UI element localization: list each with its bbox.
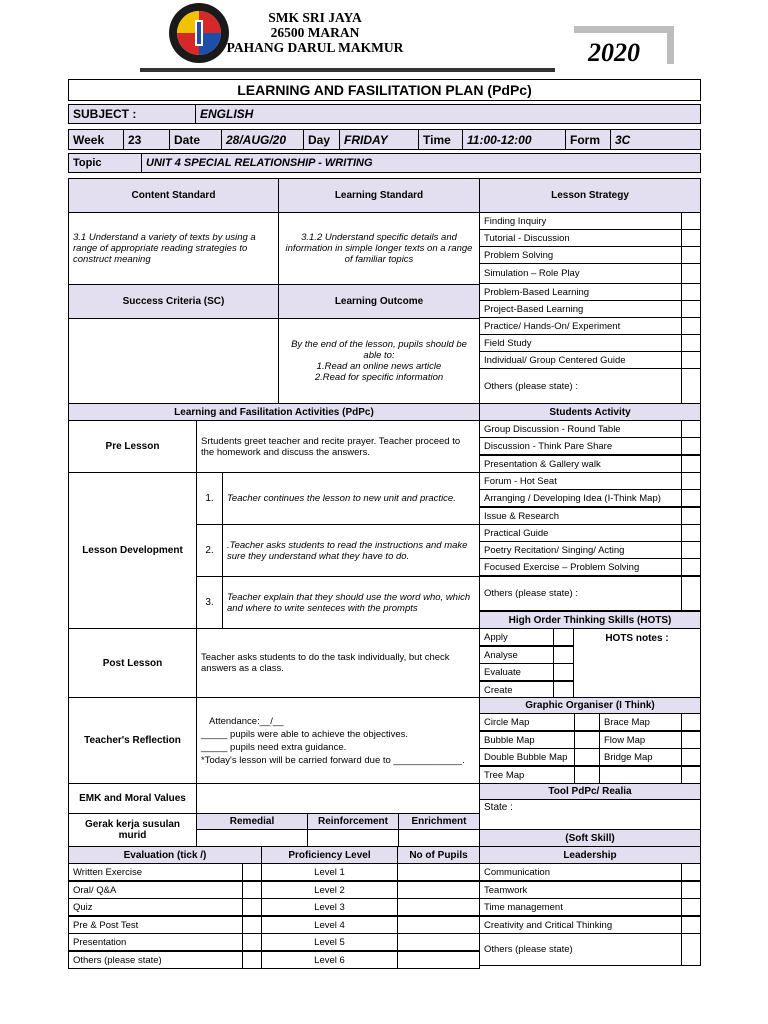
pupils-count-value[interactable] [397,933,480,951]
subject-value[interactable]: ENGLISH [195,104,701,124]
date-value[interactable]: 28/AUG/20 [221,129,304,150]
soft-skill-item-label: Others (please state) [479,933,682,966]
pre-lesson-text[interactable]: Srtudents greet teacher and recite prayer. Teacher proceed to the homework and discuss the answers. [196,420,480,473]
content-standard-text[interactable]: 3.1 Understand a variety of texts by using a range of appropriate reading strategies to construct meaning [68,212,279,285]
hots-item-label: Create [479,681,554,699]
post-lesson-label: Post Lesson [68,628,197,698]
graphic-left-tick[interactable] [574,766,600,784]
pupils-count-value[interactable] [397,951,480,969]
soft-skill-item-tick[interactable] [681,881,701,899]
topic-value[interactable]: UNIT 4 SPECIAL RELATIONSHIP - WRITING [141,153,701,173]
strategy-item-label: Problem Solving [479,246,682,264]
evaluation-item-tick[interactable] [242,898,262,916]
subject-label: SUBJECT : [68,104,196,124]
learning-standard-text[interactable]: 3.1.2 Understand specific details and information in simple longer texts on a range of familiar topics [278,212,480,285]
graphic-organiser-header: Graphic Organiser (I Think) [479,697,701,714]
soft-skill-item-tick[interactable] [681,863,701,881]
students-activity-item-tick[interactable] [681,472,701,490]
strategy-item-label: Individual/ Group Centered Guide [479,351,682,369]
graphic-left-tick[interactable] [574,731,600,749]
proficiency-level-label: Level 3 [261,898,398,916]
evaluation-item-label: Written Exercise [68,863,243,881]
learning-outcome-text[interactable] [278,318,480,404]
school-postcode: 26500 MARAN [270,25,360,40]
students-activity-item-label: Others (please state) : [479,576,682,611]
gerak-kerja-label: Gerak kerja susulan murid [68,813,197,847]
lo-item-2: 2.Read for specific information [314,372,444,383]
strategy-item-label: Project-Based Learning [479,300,682,318]
evaluation-item-tick[interactable] [242,933,262,951]
strategy-item-label: Finding Inquiry [479,212,682,230]
hots-header: High Order Thinking Skills (HOTS) [479,611,701,629]
tool-state-box[interactable] [479,799,701,830]
emk-label: EMK and Moral Values [68,783,197,814]
students-activity-item-label: Arranging / Developing Idea (I-Think Map) [479,489,682,507]
students-activity-item-tick[interactable] [681,541,701,559]
day-label: Day [303,129,340,150]
strategy-item-tick[interactable] [681,300,701,318]
year-label: 2020 [588,38,640,67]
hots-item-tick[interactable] [553,663,574,681]
reinforcement-value[interactable] [307,829,399,847]
soft-skill-item-label: Teamwork [479,881,682,899]
dev-step-2-text[interactable]: .Teacher asks students to read the instructions and make sure they understand what they have to do. [222,524,480,577]
evaluation-item-tick[interactable] [242,863,262,881]
evaluation-item-tick[interactable] [242,916,262,934]
pupils-count-value[interactable] [397,898,480,916]
proficiency-level-label: Level 2 [261,881,398,899]
hots-item-label: Apply [479,628,554,646]
graphic-left-item: Tree Map [479,766,575,784]
pupils-header: No of Pupils [397,846,480,864]
soft-skill-item-tick[interactable] [681,916,701,934]
reflection-label: Teacher's Reflection [68,697,197,784]
post-lesson-text[interactable]: Teacher asks students to do the task individually, but check answers as a class. [196,628,480,698]
tool-state-label: State : [484,802,513,813]
learning-outcome-header: Learning Outcome [278,284,480,319]
strategy-item-tick[interactable] [681,351,701,369]
hots-notes-box[interactable] [573,628,701,698]
graphic-right-item [599,766,682,784]
lo-item-1: 1.Read an online news article [316,361,442,372]
proficiency-level-label: Level 1 [261,863,398,881]
reflection-guidance: _____ pupils need extra guidance. [201,741,347,753]
lo-intro: By the end of the lesson, pupils should be able to: [291,339,467,361]
school-state: PAHANG DARUL MAKMUR [226,40,404,55]
graphic-right-item: Flow Map [599,731,682,749]
proficiency-level-label: Level 4 [261,916,398,934]
soft-skill-item-label: Time management [479,898,682,916]
soft-skill-item-tick[interactable] [681,933,701,966]
dev-step-3-number: 3. [196,576,223,629]
strategy-item-tick[interactable] [681,283,701,301]
reflection-carried: *Today's lesson will be carried forward due to _____________. [201,754,465,766]
proficiency-header: Proficiency Level [261,846,398,864]
school-header [215,10,415,55]
pupils-count-value[interactable] [397,863,480,881]
dev-step-2-number: 2. [196,524,223,577]
graphic-right-tick[interactable] [681,713,701,731]
students-activity-item-label: Group Discussion - Round Table [479,420,682,438]
students-activity-item-label: Practical Guide [479,524,682,542]
graphic-left-item: Circle Map [479,713,575,731]
strategy-item-label: Field Study [479,334,682,352]
day-value[interactable]: FRIDAY [339,129,419,150]
leadership-header: Leadership [479,846,701,864]
hots-item-tick[interactable] [553,646,574,664]
students-activity-item-tick[interactable] [681,455,701,473]
proficiency-level-label: Level 5 [261,933,398,951]
evaluation-item-label: Presentation [68,933,243,951]
emk-value[interactable] [196,783,480,814]
graphic-right-tick[interactable] [681,766,701,784]
tool-header: Tool PdPc/ Realia [479,783,701,800]
strategy-item-tick[interactable] [681,317,701,335]
students-activity-item-label: Poetry Recitation/ Singing/ Acting [479,541,682,559]
reinforcement-header: Reinforcement [307,813,399,830]
graphic-left-tick[interactable] [574,713,600,731]
week-value[interactable]: 23 [123,129,170,150]
header-rule [140,68,555,72]
pupils-count-value[interactable] [397,881,480,899]
dev-step-1-text[interactable]: Teacher continues the lesson to new unit and practice. [222,472,480,525]
strategy-item-label: Others (please state) : [479,368,682,404]
evaluation-item-label: Quiz [68,898,243,916]
topic-label: Topic [68,153,142,173]
remedial-value[interactable] [196,829,308,847]
date-label: Date [169,129,222,150]
graphic-right-item: Brace Map [599,713,682,731]
soft-skill-header: (Soft Skill) [479,829,701,847]
time-label: Time [418,129,463,150]
graphic-left-item: Bubble Map [479,731,575,749]
students-activity-item-tick[interactable] [681,489,701,507]
strategy-item-label: Practice/ Hands-On/ Experiment [479,317,682,335]
dev-step-3-text[interactable]: Teacher explain that they should use the word who, which and where to write senteces with the prompts [222,576,480,629]
pre-lesson-label: Pre Lesson [68,420,197,473]
reflection-attendance: Attendance:__/__ [209,715,284,727]
lesson-development-label: Lesson Development [68,472,197,629]
activities-header: Learning and Fasilitation Activities (PdPc) [68,403,480,421]
hots-item-label: Analyse [479,646,554,664]
evaluation-item-tick[interactable] [242,881,262,899]
students-activity-item-tick[interactable] [681,524,701,542]
hots-item-label: Evaluate [479,663,554,681]
form-value[interactable]: 3C [610,129,701,150]
strategy-item-tick[interactable] [681,263,701,284]
success-criteria-text[interactable] [68,318,279,404]
evaluation-header: Evaluation (tick /) [68,846,262,864]
graphic-left-tick[interactable] [574,748,600,766]
success-criteria-header: Success Criteria (SC) [68,284,279,319]
soft-skill-item-label: Creativity and Critical Thinking [479,916,682,934]
lesson-strategy-header: Lesson Strategy [479,178,701,213]
students-activity-item-tick[interactable] [681,576,701,611]
students-activity-item-tick[interactable] [681,437,701,455]
students-activity-header: Students Activity [479,403,701,421]
learning-standard-header: Learning Standard [278,178,480,213]
graphic-right-item: Bridge Map [599,748,682,766]
strategy-item-tick[interactable] [681,229,701,247]
graphic-right-tick[interactable] [681,748,701,766]
proficiency-level-label: Level 6 [261,951,398,969]
students-activity-item-tick[interactable] [681,558,701,576]
soft-skill-item-tick[interactable] [681,898,701,916]
hots-item-tick[interactable] [553,628,574,646]
time-value[interactable]: 11:00-12:00 [462,129,566,150]
strategy-item-label: Problem-Based Learning [479,283,682,301]
pupils-count-value[interactable] [397,916,480,934]
evaluation-item-label: Oral/ Q&A [68,881,243,899]
content-standard-header: Content Standard [68,178,279,213]
week-label: Week [68,129,124,150]
school-name: SMK SRI JAYA [268,10,362,25]
evaluation-item-label: Others (please state) [68,951,243,969]
strategy-item-label: Tutorial - Discussion [479,229,682,247]
students-activity-item-tick[interactable] [681,420,701,438]
soft-skill-item-label: Communication [479,863,682,881]
remedial-header: Remedial [196,813,308,830]
graphic-right-tick[interactable] [681,731,701,749]
form-label: Form [565,129,611,150]
evaluation-item-label: Pre & Post Test [68,916,243,934]
strategy-item-tick[interactable] [681,246,701,264]
strategy-item-tick[interactable] [681,334,701,352]
hots-notes-label: HOTS notes : [605,633,669,644]
graphic-left-item: Double Bubble Map [479,748,575,766]
strategy-item-tick[interactable] [681,368,701,404]
students-activity-item-tick[interactable] [681,507,701,525]
students-activity-item-label: Presentation & Gallery walk [479,455,682,473]
students-activity-item-label: Forum - Hot Seat [479,472,682,490]
strategy-item-tick[interactable] [681,212,701,230]
reflection-achieved: _____ pupils were able to achieve the objectives. [201,728,409,740]
dev-step-1-number: 1. [196,472,223,525]
evaluation-item-tick[interactable] [242,951,262,969]
form-title: LEARNING AND FASILITATION PLAN (PdPc) [68,79,701,101]
enrichment-header: Enrichment [398,813,480,830]
reflection-text[interactable] [196,697,480,784]
students-activity-item-label: Focused Exercise – Problem Solving [479,558,682,576]
enrichment-value[interactable] [398,829,480,847]
students-activity-item-label: Issue & Research [479,507,682,525]
strategy-item-label: Simulation – Role Play [479,263,682,284]
students-activity-item-label: Discussion - Think Pare Share [479,437,682,455]
